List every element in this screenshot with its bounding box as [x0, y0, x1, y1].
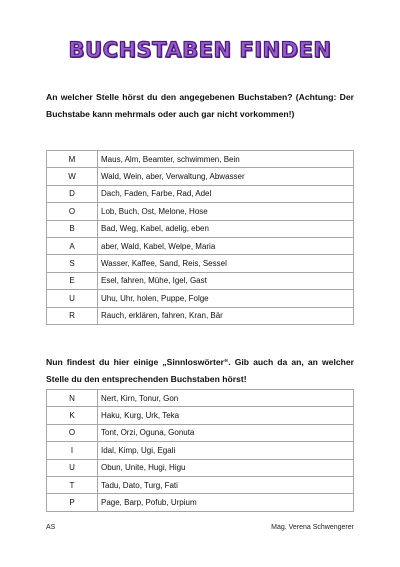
letter-cell: W	[47, 168, 98, 185]
letter-cell: E	[47, 272, 98, 289]
words-cell: aber, Wald, Kabel, Welpe, Maria	[98, 237, 354, 254]
table-row	[47, 442, 354, 459]
table-row	[47, 494, 354, 511]
page-title: BUCHSTABEN FINDEN	[68, 38, 332, 62]
letter-cell: A	[47, 237, 98, 254]
letter-cell: N	[47, 390, 98, 407]
words-cell: Tont, Orzi, Oguna, Gonuta	[98, 424, 354, 441]
letter-words-table-1	[46, 150, 354, 325]
words-cell: Obun, Unite, Hugi, Higu	[98, 459, 354, 476]
table-row	[47, 290, 354, 307]
words-cell: Maus, Alm, Beamter, schwimmen, Bein	[98, 151, 354, 168]
table-row	[47, 237, 354, 254]
table-row	[47, 220, 354, 237]
words-cell: Idal, Kimp, Ugi, Egali	[98, 442, 354, 459]
letter-cell: M	[47, 151, 98, 168]
footer-author: Mag. Verena Schwengerer	[271, 524, 354, 531]
table-row	[47, 203, 354, 220]
table-row	[47, 390, 354, 407]
table-row	[47, 168, 354, 185]
letter-cell: S	[47, 255, 98, 272]
letter-cell: O	[47, 203, 98, 220]
letter-cell: B	[47, 220, 98, 237]
words-cell: Wald, Wein, aber, Verwaltung, Abwasser	[98, 168, 354, 185]
letter-cell: I	[47, 442, 98, 459]
footer-left-text: AS	[46, 524, 56, 531]
words-cell: Uhu, Uhr, holen, Puppe, Folge	[98, 290, 354, 307]
words-cell: Nert, Kirn, Tonur, Gon	[98, 390, 354, 407]
table-row	[47, 307, 354, 324]
words-cell: Bad, Weg, Kabel, adelig, eben	[98, 220, 354, 237]
letter-cell: O	[47, 424, 98, 441]
words-cell: Rauch, erklären, fahren, Kran, Bär	[98, 307, 354, 324]
table-row	[47, 407, 354, 424]
table-row	[47, 185, 354, 202]
letter-cell: P	[47, 494, 98, 511]
table-row	[47, 476, 354, 493]
letter-cell: U	[47, 459, 98, 476]
table-row	[47, 272, 354, 289]
letter-cell: K	[47, 407, 98, 424]
words-cell: Wasser, Kaffee, Sand, Reis, Sessel	[98, 255, 354, 272]
words-cell: Tadu, Dato, Turg, Fati	[98, 476, 354, 493]
table-row	[47, 459, 354, 476]
words-cell: Page, Barp, Pofub, Urpium	[98, 494, 354, 511]
letter-cell: D	[47, 185, 98, 202]
words-cell: Lob, Buch, Ost, Melone, Hose	[98, 203, 354, 220]
words-cell: Esel, fahren, Mühe, Igel, Gast	[98, 272, 354, 289]
table-row	[47, 255, 354, 272]
letter-cell: U	[47, 290, 98, 307]
letter-cell: T	[47, 476, 98, 493]
table-row	[47, 151, 354, 168]
letter-words-table-2	[46, 389, 354, 512]
instruction-text-1: An welcher Stelle hörst du den angegebenen Buchstaben? (Achtung: Der Buchstabe kann mehrmals oder auch gar nicht vorkommen!)	[46, 92, 354, 119]
instruction-text-2: Nun findest du hier einige „Sinnloswörter“. Gib auch da an, an welcher Stelle du den entsprechenden Buchstaben hörst!	[46, 357, 354, 384]
words-cell: Dach, Faden, Farbe, Rad, Adel	[98, 185, 354, 202]
words-cell: Haku, Kurg, Urk, Teka	[98, 407, 354, 424]
letter-cell: R	[47, 307, 98, 324]
table-row	[47, 424, 354, 441]
